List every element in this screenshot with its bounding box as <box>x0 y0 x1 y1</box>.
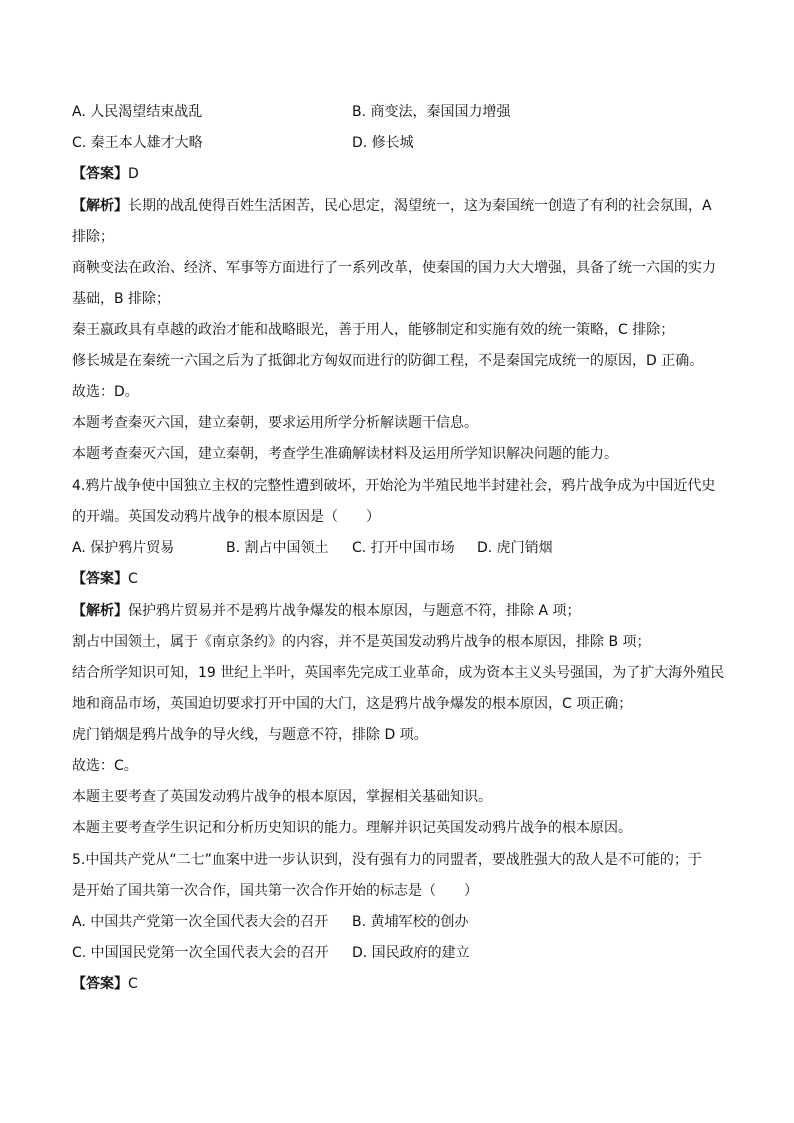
q4-stem-line: 4.鸦片战争使中国独立主权的完整性遭到破坏，开始沦为半殖民地半封建社会，鸦片战争成为中国近代史 <box>72 478 716 494</box>
q5-stem-line: 是开始了国共第一次合作，国共第一次合作开始的标志是（ ） <box>72 883 478 899</box>
q4-analysis-line: 本题主要考查学生识记和分析历史知识的能力。理解并识记英国发动鸦片战争的根本原因。 <box>72 820 632 836</box>
q5-option-row-2 <box>72 943 470 963</box>
q5-option-b: B. 黄埔军校的创办 <box>352 914 469 930</box>
q4-option-d: D. 虎门销烟 <box>477 540 553 556</box>
q4-option-row <box>72 538 553 558</box>
q3-answer-value: D <box>128 166 139 182</box>
q4-analysis-line: 地和商品市场，英国迫切要求打开中国的大门，这是鸦片战争爆发的根本原因，C 项正确； <box>72 696 633 712</box>
q5-answer-value: C <box>128 976 138 992</box>
q3-option-d: D. 修长城 <box>352 135 414 151</box>
q5-option-row-1 <box>72 912 469 932</box>
q5-option-d: D. 国民政府的建立 <box>352 945 470 961</box>
q4-analysis-line: 割占中国领土，属于《南京条约》的内容，并不是英国发动鸦片战争的根本原因，排除 B 项； <box>72 634 651 650</box>
q4-option-b: B. 割占中国领土 <box>226 540 329 556</box>
q4-stem-line: 的开端。英国发动鸦片战争的根本原因是（ ） <box>72 509 380 525</box>
q4-analysis-tag: 【解析】 <box>72 603 128 619</box>
q3-option-row-2 <box>72 133 414 153</box>
q3-analysis-tag: 【解析】 <box>72 198 128 214</box>
q4-analysis-line: 本题主要考查了英国发动鸦片战争的根本原因，掌握相关基础知识。 <box>72 789 492 805</box>
q3-analysis-line: 排除； <box>72 229 114 245</box>
q3-analysis-line: 【解析】长期的战乱使得百姓生活困苦，民心思定，渴望统一，这为秦国统一创造了有利的社会氛围，A <box>72 198 712 214</box>
q4-option-a: A. 保护鸦片贸易 <box>72 540 175 556</box>
q4-analysis-line: 【解析】保护鸦片贸易并不是鸦片战争爆发的根本原因，与题意不符，排除 A 项； <box>72 603 581 619</box>
q3-option-a: A. 人民渴望结束战乱 <box>72 104 203 120</box>
q3-answer <box>72 164 139 184</box>
q3-analysis-line: 基础，B 排除； <box>72 291 171 307</box>
q4-option-c: C. 打开中国市场 <box>352 540 455 556</box>
q4-answer-value: C <box>128 571 138 587</box>
q4-analysis-line: 故选：C。 <box>72 758 138 774</box>
q3-analysis-line: 修长城是在秦统一六国之后为了抵御北方匈奴而进行的防御工程，不是秦国完成统一的原因，D 正确。 <box>72 353 704 369</box>
q5-stem-line: 5.中国共产党从“二七”血案中进一步认识到，没有强有力的同盟者，要战胜强大的敌人是不可能的；于 <box>72 852 702 868</box>
q5-answer-tag: 【答案】 <box>72 976 128 992</box>
q4-analysis-line: 结合所学知识可知，19 世纪上半叶，英国率先完成工业革命，成为资本主义头号强国，为了扩大海外殖民 <box>72 665 725 681</box>
q3-option-c: C. 秦王本人雄才大略 <box>72 135 203 151</box>
q5-option-c: C. 中国国民党第一次全国代表大会的召开 <box>72 945 329 961</box>
q3-analysis-line: 本题考查秦灭六国，建立秦朝，考查学生准确解读材料及运用所学知识解决问题的能力。 <box>72 446 618 462</box>
q5-option-a: A. 中国共产党第一次全国代表大会的召开 <box>72 914 329 930</box>
q4-answer <box>72 569 138 589</box>
q3-analysis-line: 本题考查秦灭六国，建立秦朝，要求运用所学分析解读题干信息。 <box>72 415 478 431</box>
q3-answer-tag: 【答案】 <box>72 166 128 182</box>
q3-analysis-line: 商鞅变法在政治、经济、军事等方面进行了一系列改革，使秦国的国力大大增强，具备了统一六国的实力 <box>72 260 716 276</box>
q4-analysis-line: 虎门销烟是鸦片战争的导火线，与题意不符，排除 D 项。 <box>72 727 428 743</box>
q3-analysis-line: 故选：D。 <box>72 384 139 400</box>
q3-option-b: B. 商变法，秦国国力增强 <box>352 104 511 120</box>
q5-answer <box>72 974 138 994</box>
q4-answer-tag: 【答案】 <box>72 571 128 587</box>
q3-option-row-1 <box>72 102 511 122</box>
q3-analysis-line: 秦王嬴政具有卓越的政治才能和战略眼光，善于用人，能够制定和实施有效的统一策略，C 排除； <box>72 322 675 338</box>
